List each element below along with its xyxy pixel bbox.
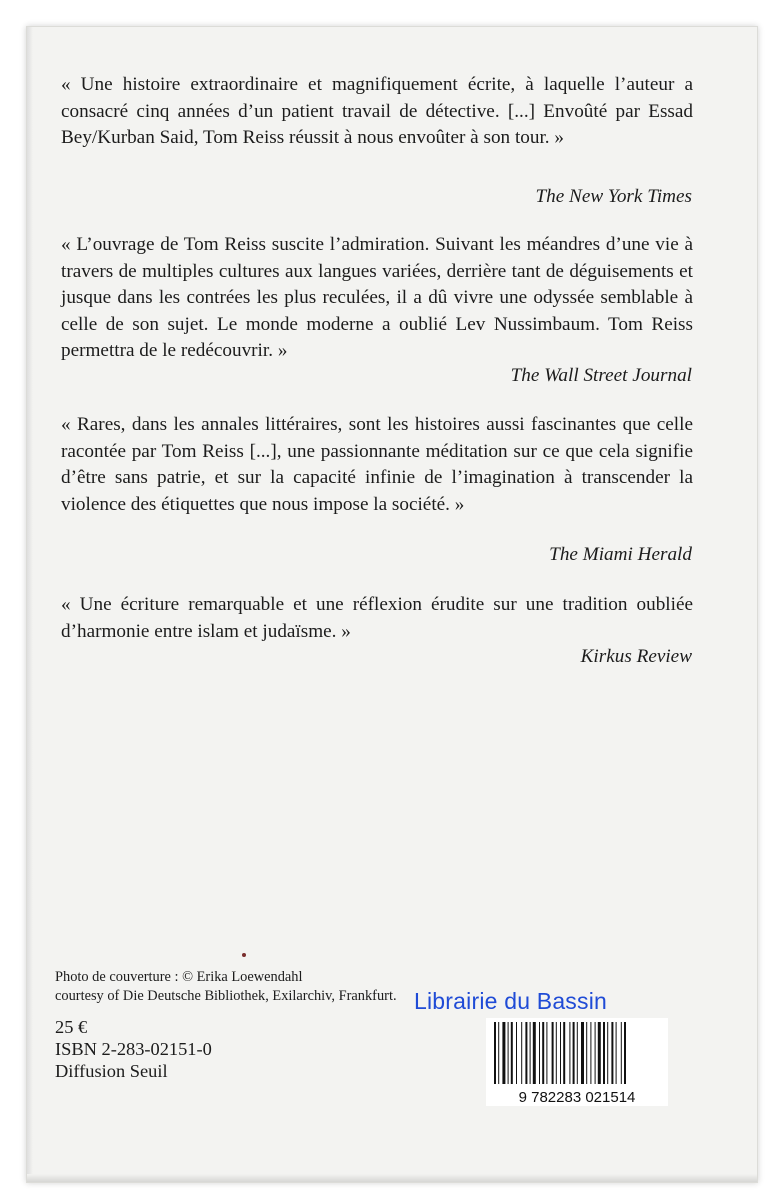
quote-1-source: The New York Times xyxy=(535,186,692,207)
distribution: Diffusion Seuil xyxy=(55,1061,168,1081)
barcode xyxy=(486,1018,668,1106)
barcode-graphic xyxy=(486,1018,668,1106)
quote-3-source: The Miami Herald xyxy=(549,544,692,565)
bookseller-stamp: Librairie du Bassin xyxy=(414,988,608,1014)
quote-1: « Une histoire extraordinaire et magnifiquement écrite, à laquelle l’auteur a consacré cinq années d’un patient travail de détective. [...] Envoûté par Essad Bey/Kurban Said, Tom Reiss réussit à nous envoûter à son tour. » xyxy=(61,74,693,148)
credits-line-2: courtesy of Die Deutsche Bibliothek, Exilarchiv, Frankfurt. xyxy=(55,988,397,1004)
barcode-number: 9 782283 021514 xyxy=(518,1089,636,1106)
photo-credits xyxy=(55,968,475,1006)
quote-3: « Rares, dans les annales littéraires, sont les histoires aussi fascinantes que celle racontée par Tom Reiss [...], une passionnante méditation sur ce que cela signifie d’être sans patrie, et sur la capacité infinie de l’imagination à transcender la violence des étiquettes que nous impose la société. » xyxy=(61,414,693,515)
ink-dot xyxy=(242,953,246,957)
quote-4-source: Kirkus Review xyxy=(580,646,692,667)
cover-edge xyxy=(27,27,33,1182)
book-meta xyxy=(55,1016,212,1082)
price: 25 € xyxy=(55,1017,88,1037)
isbn: ISBN 2-283-02151-0 xyxy=(55,1039,212,1059)
credits-line-1: Photo de couverture : © Erika Loewendahl xyxy=(55,969,303,985)
cover-bottom-edge xyxy=(27,1174,757,1182)
quote-2-source: The Wall Street Journal xyxy=(510,365,692,386)
quote-4: « Une écriture remarquable et une réflexion érudite sur une tradition oubliée d’harmonie entre islam et judaïsme. » xyxy=(61,594,693,642)
quote-2: « L’ouvrage de Tom Reiss suscite l’admiration. Suivant les méandres d’une vie à travers de multiples cultures aux langues variées, derrière tant de déguisements et jusque dans les contrées les plus reculées, il a dû vivre une odyssée semblable à celle de son sujet. Le monde moderne a oublié Lev Nussimbaum. Tom Reiss permettra de le redécouvrir. » xyxy=(61,234,693,361)
